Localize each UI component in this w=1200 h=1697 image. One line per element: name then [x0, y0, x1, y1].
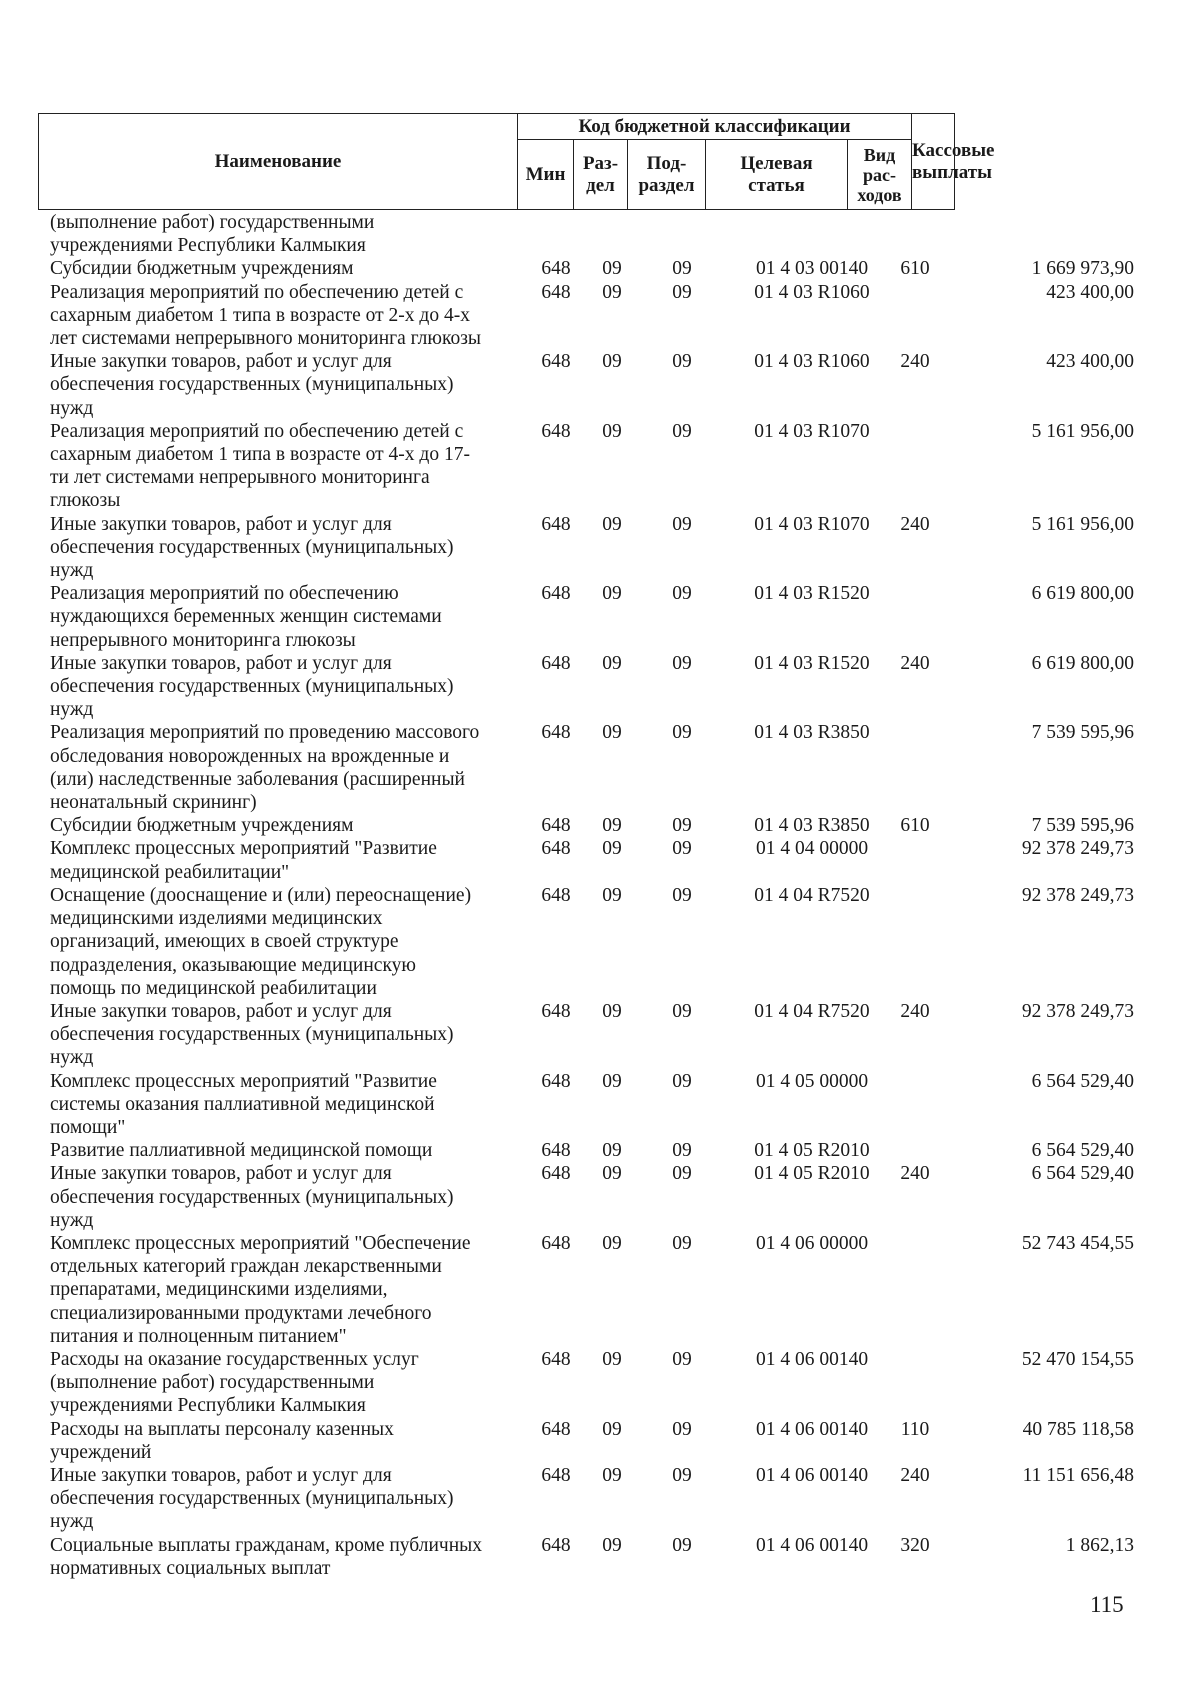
row-celevaya: 01 4 05 00000: [755, 1070, 869, 1092]
row-name: Реализация мероприятий по обеспечению нуждающихся беременных женщин системами непрерывного мониторинга глюкозы: [50, 583, 442, 651]
row-sum: 1 669 973,90: [1031, 258, 1134, 280]
row-name: Социальные выплаты гражданам, кроме публичных нормативных социальных выплат: [50, 1534, 482, 1579]
row-vid: 240: [900, 1000, 930, 1022]
row-razdel: 09: [602, 1418, 622, 1440]
row-name: Реализация мероприятий по обеспечению детей с сахарным диабетом 1 типа в возрасте от 2-х до 4-х лет системами непрерывного мониторинга глюкозы: [50, 281, 481, 350]
row-name: Иные закупки товаров, работ и услуг для обеспечения государственных (муниципальных) нужд: [50, 1163, 454, 1231]
row-celevaya: 01 4 06 00140: [755, 1348, 869, 1370]
header-min: Мин: [518, 140, 574, 210]
row-podrazdel: 09: [672, 1348, 692, 1370]
row-vid: 320: [900, 1534, 930, 1556]
row-min: 648: [541, 513, 571, 535]
table-row: [0, 1534, 1200, 1580]
table-row: [0, 652, 1200, 722]
header-budget-code-group: Код бюджетной классификации: [518, 114, 912, 140]
row-min: 648: [541, 815, 571, 837]
row-celevaya: 01 4 06 00140: [755, 1534, 869, 1556]
row-name: Субсидии бюджетным учреждениям: [50, 815, 354, 837]
header-celevaya-statya: Целевая статья: [706, 140, 848, 210]
row-name: Иные закупки товаров, работ и услуг для обеспечения государственных (муниципальных) нужд: [50, 1000, 454, 1069]
row-sum: 423 400,00: [1046, 351, 1134, 373]
row-min: 648: [541, 1000, 571, 1022]
row-podrazdel: 09: [672, 513, 692, 535]
table-row: [0, 513, 1200, 583]
row-min: 648: [541, 1348, 571, 1370]
row-razdel: 09: [602, 838, 622, 860]
row-name: Иные закупки товаров, работ и услуг для обеспечения государственных (муниципальных) нужд: [50, 351, 454, 419]
row-min: 648: [541, 838, 571, 860]
row-podrazdel: 09: [672, 722, 692, 744]
row-razdel: 09: [602, 652, 622, 674]
row-razdel: 09: [602, 1070, 622, 1092]
row-sum: 5 161 956,00: [1031, 420, 1134, 442]
table-row: [0, 1464, 1200, 1534]
table-row: [0, 281, 1200, 351]
header-name: Наименование: [39, 114, 518, 210]
table-row: [0, 721, 1200, 814]
row-razdel: 09: [602, 1000, 622, 1022]
table-row: [0, 1162, 1200, 1232]
row-razdel: 09: [602, 281, 622, 303]
row-min: 648: [541, 1070, 571, 1092]
row-celevaya: 01 4 03 R1060: [754, 351, 870, 373]
table-row: [0, 257, 1200, 280]
row-name: Иные закупки товаров, работ и услуг для обеспечения государственных (муниципальных) нужд: [50, 652, 454, 721]
row-name: Комплекс процессных мероприятий "Развитие медицинской реабилитации": [50, 838, 437, 883]
table-row: [0, 211, 1200, 257]
row-min: 648: [541, 420, 571, 442]
row-sum: 7 539 595,96: [1031, 815, 1134, 837]
row-razdel: 09: [602, 420, 622, 442]
row-sum: 40 785 118,58: [1022, 1418, 1134, 1440]
row-vid: 610: [900, 258, 930, 280]
row-celevaya: 01 4 04 R7520: [754, 1000, 870, 1022]
header-vid-rashodov: Вид рас- ходов: [848, 140, 912, 210]
row-podrazdel: 09: [672, 815, 692, 837]
row-sum: 423 400,00: [1046, 281, 1134, 303]
row-podrazdel: 09: [672, 1464, 692, 1486]
row-min: 648: [541, 1163, 571, 1185]
row-podrazdel: 09: [672, 420, 692, 442]
row-sum: 6 619 800,00: [1031, 652, 1134, 674]
table-row: [0, 884, 1200, 1000]
row-razdel: 09: [602, 1534, 622, 1556]
table-row: [0, 1418, 1200, 1464]
row-razdel: 09: [602, 1163, 622, 1185]
row-min: 648: [541, 258, 571, 280]
row-razdel: 09: [602, 1464, 622, 1486]
row-min: 648: [541, 1232, 571, 1254]
row-name: Комплекс процессных мероприятий "Обеспечение отдельных категорий граждан лекарственными препаратами, медицинскими изделиями, специализированными продуктами лечебного питания и полноценным питанием": [50, 1232, 471, 1347]
row-razdel: 09: [602, 258, 622, 280]
row-podrazdel: 09: [672, 1070, 692, 1092]
row-celevaya: 01 4 05 R2010: [754, 1163, 870, 1185]
table-row: [0, 814, 1200, 837]
row-sum: 6 564 529,40: [1031, 1163, 1134, 1185]
table-row: [0, 1232, 1200, 1348]
page-number: 115: [1090, 1592, 1124, 1617]
row-razdel: 09: [602, 1348, 622, 1370]
row-razdel: 09: [602, 1140, 622, 1162]
row-podrazdel: 09: [672, 1534, 692, 1556]
row-name: Реализация мероприятий по проведению массового обследования новорожденных на врожденные и (или) наследственные заболевания (расширенный неонатальный скрининг): [50, 722, 480, 814]
table-row: [0, 1000, 1200, 1070]
row-celevaya: 01 4 06 00140: [755, 1418, 869, 1440]
header-razdel: Раз- дел: [574, 140, 628, 210]
row-min: 648: [541, 884, 571, 906]
row-name: Реализация мероприятий по обеспечению детей с сахарным диабетом 1 типа в возрасте от 4-х до 17- ти лет системами непрерывного мониторинга глюкозы: [50, 420, 470, 512]
row-celevaya: 01 4 03 R1520: [754, 583, 870, 605]
table-row: [0, 350, 1200, 420]
row-celevaya: 01 4 03 00140: [755, 258, 869, 280]
row-podrazdel: 09: [672, 281, 692, 303]
row-podrazdel: 09: [672, 652, 692, 674]
row-min: 648: [541, 351, 571, 373]
row-vid: 240: [900, 652, 930, 674]
row-sum: 52 743 454,55: [1021, 1232, 1134, 1254]
row-vid: 240: [900, 1464, 930, 1486]
row-podrazdel: 09: [672, 258, 692, 280]
row-sum: 6 619 800,00: [1031, 583, 1134, 605]
row-celevaya: 01 4 04 00000: [755, 838, 869, 860]
row-vid: 240: [900, 351, 930, 373]
row-razdel: 09: [602, 722, 622, 744]
row-celevaya: 01 4 06 00000: [755, 1232, 869, 1254]
row-min: 648: [541, 1140, 571, 1162]
row-celevaya: 01 4 03 R3850: [754, 815, 870, 837]
row-podrazdel: 09: [672, 351, 692, 373]
row-sum: 52 470 154,55: [1021, 1348, 1134, 1370]
row-razdel: 09: [602, 1232, 622, 1254]
row-name: Развитие паллиативной медицинской помощи: [50, 1140, 433, 1162]
row-name: Расходы на выплаты персоналу казенных учреждений: [50, 1418, 394, 1463]
row-name: Расходы на оказание государственных услуг (выполнение работ) государственными учреждениями Республики Калмыкия: [50, 1348, 419, 1417]
row-podrazdel: 09: [672, 884, 692, 906]
table-row: [0, 1070, 1200, 1140]
row-podrazdel: 09: [672, 838, 692, 860]
row-name: Оснащение (дооснащение и (или) переоснащение) медицинскими изделиями медицинских организаций, имеющих в своей структуре подразделения, оказывающие медицинскую помощь по медицинской реабилитации: [50, 884, 472, 999]
row-podrazdel: 09: [672, 1163, 692, 1185]
table-row: [0, 1139, 1200, 1162]
row-celevaya: 01 4 03 R1520: [754, 652, 870, 674]
row-celevaya: 01 4 04 R7520: [754, 884, 870, 906]
row-name: Иные закупки товаров, работ и услуг для обеспечения государственных (муниципальных) нужд: [50, 513, 454, 582]
row-celevaya: 01 4 03 R3850: [754, 722, 870, 744]
row-celevaya: 01 4 03 R1060: [754, 281, 870, 303]
row-min: 648: [541, 1464, 571, 1486]
row-sum: 92 378 249,73: [1021, 838, 1134, 860]
row-razdel: 09: [602, 815, 622, 837]
row-celevaya: 01 4 06 00140: [755, 1464, 869, 1486]
row-name: Иные закупки товаров, работ и услуг для обеспечения государственных (муниципальных) нужд: [50, 1464, 454, 1533]
row-sum: 11 151 656,48: [1022, 1464, 1134, 1486]
table-row: [0, 420, 1200, 513]
row-vid: 110: [900, 1418, 930, 1440]
table-row: [0, 1348, 1200, 1418]
row-razdel: 09: [602, 583, 622, 605]
row-min: 648: [541, 652, 571, 674]
table-row: [0, 837, 1200, 883]
row-min: 648: [541, 583, 571, 605]
row-celevaya: 01 4 05 R2010: [754, 1140, 870, 1162]
row-min: 648: [541, 1418, 571, 1440]
row-celevaya: 01 4 03 R1070: [754, 513, 870, 535]
row-podrazdel: 09: [672, 1140, 692, 1162]
row-sum: 92 378 249,73: [1021, 884, 1134, 906]
table-row: [0, 582, 1200, 652]
row-celevaya: 01 4 03 R1070: [754, 420, 870, 442]
row-razdel: 09: [602, 884, 622, 906]
row-name: (выполнение работ) государственными учреждениями Республики Калмыкия: [50, 212, 375, 257]
row-sum: 1 862,13: [1065, 1534, 1134, 1556]
row-podrazdel: 09: [672, 1232, 692, 1254]
row-vid: 610: [900, 815, 930, 837]
row-razdel: 09: [602, 351, 622, 373]
header-cash-payments: Кассовые выплаты: [912, 114, 955, 210]
row-min: 648: [541, 281, 571, 303]
row-podrazdel: 09: [672, 1000, 692, 1022]
row-min: 648: [541, 1534, 571, 1556]
row-razdel: 09: [602, 513, 622, 535]
row-podrazdel: 09: [672, 1418, 692, 1440]
row-podrazdel: 09: [672, 583, 692, 605]
row-min: 648: [541, 722, 571, 744]
header-podrazdel: Под- раздел: [628, 140, 706, 210]
table-header: [38, 113, 995, 210]
row-vid: 240: [900, 1163, 930, 1185]
row-sum: 5 161 956,00: [1031, 513, 1134, 535]
row-sum: 6 564 529,40: [1031, 1070, 1134, 1092]
row-sum: 7 539 595,96: [1031, 722, 1134, 744]
table-body: [0, 211, 1200, 1580]
row-sum: 92 378 249,73: [1021, 1000, 1134, 1022]
row-vid: 240: [900, 513, 930, 535]
row-sum: 6 564 529,40: [1031, 1140, 1134, 1162]
row-name: Комплекс процессных мероприятий "Развитие системы оказания паллиативной медицинской помощи": [50, 1070, 437, 1138]
row-name: Субсидии бюджетным учреждениям: [50, 258, 354, 280]
